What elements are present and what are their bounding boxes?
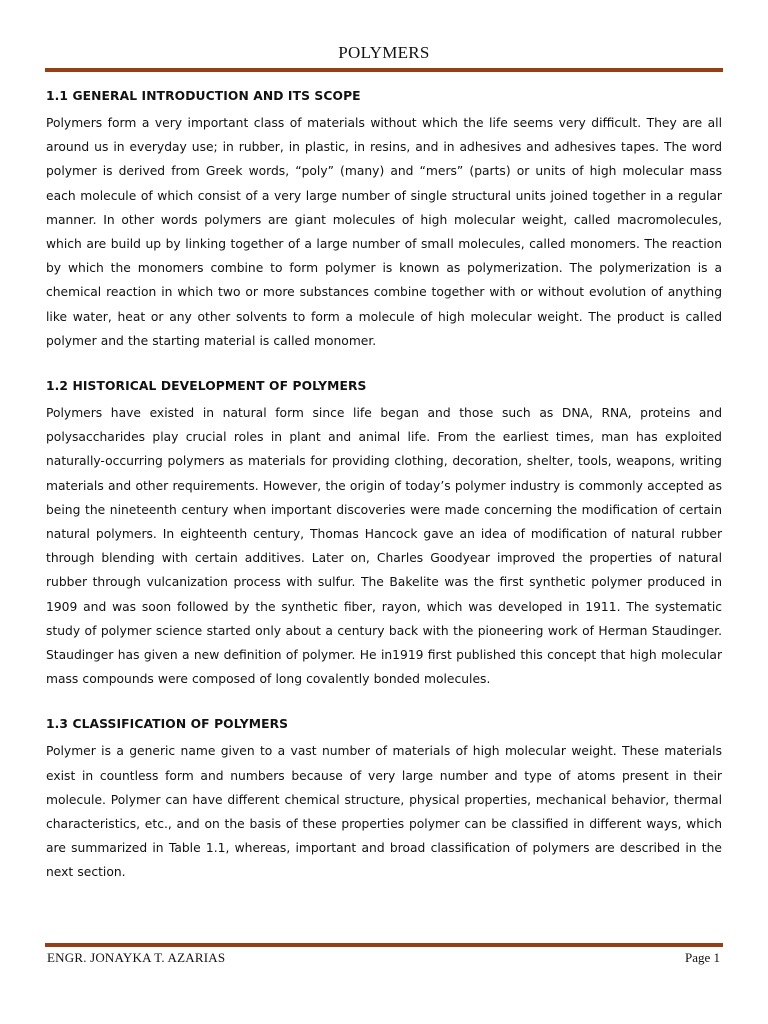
document-body: [46, 86, 722, 885]
page-header-title: POLYMERS: [338, 43, 430, 62]
section-heading: 1.2 HISTORICAL DEVELOPMENT OF POLYMERS: [46, 379, 367, 394]
footer-rule: [45, 943, 723, 947]
section-paragraph: Polymers form a very important class of materials without which the life seems very difficult. They are all around us in everyday use; in rubber, in plastic, in resins, and in adhesives and adhesives tapes. The word polymer is derived from Greek words, “poly” (many) and “mers” (parts) or units of high molecular mass each molecule of which consist of a very large number of single structural units joined together in a regular manner. In other words polymers are giant molecules of high molecular weight, called macromolecules, which are build up by linking together of a large number of small molecules, called monomers. The reaction by which the monomers combine to form polymer is known as polymerization. The polymerization is a chemical reaction in which two or more substances combine together with or without evolution of anything like water, heat or any other solvents to form a molecule of high molecular weight. The product is called polymer and the starting material is called monomer.: [46, 116, 722, 348]
section-heading: 1.3 CLASSIFICATION OF POLYMERS: [46, 717, 289, 732]
section-paragraph: Polymer is a generic name given to a vast number of materials of high molecular weight. These materials exist in countless form and numbers because of very large number and type of atoms present in their molecule. Polymer can have different chemical structure, physical properties, mechanical behavior, thermal characteristics, etc., and on the basis of these properties polymer can be classified in different ways, which are summarized in Table 1.1, whereas, important and broad classification of polymers are described in the next section.: [46, 744, 722, 880]
section-heading: 1.1 GENERAL INTRODUCTION AND ITS SCOPE: [46, 89, 361, 103]
header-rule: [45, 68, 723, 72]
section-classification: [46, 714, 722, 884]
footer-author: ENGR. JONAYKA T. AZARIAS: [47, 950, 226, 965]
section-historical-development: [46, 376, 722, 691]
section-paragraph: Polymers have existed in natural form since life began and those such as DNA, RNA, proteins and polysaccharides play crucial roles in plant and animal life. From the earliest times, man has exploited naturally-occurring polymers as materials for providing clothing, decoration, shelter, tools, weapons, writing materials and other requirements. However, the origin of today’s polymer industry is commonly accepted as being the nineteenth century when important discoveries were made concerning the modification of certain natural polymers. In eighteenth century, Thomas Hancock gave an idea of modification of natural rubber through blending with certain additives. Later on, Charles Goodyear improved the properties of natural rubber through vulcanization process with sulfur. The Bakelite was the first synthetic polymer produced in 1909 and was soon followed by the synthetic fiber, rayon, which was developed in 1911. The systematic study of polymer science started only about a century back with the pioneering work of Herman Staudinger. Staudinger has given a new definition of polymer. He in1919 first published this concept that high molecular mass compounds were composed of long covalently bonded molecules.: [46, 406, 722, 687]
page-number: Page 1: [684, 950, 720, 965]
section-general-introduction: [46, 86, 722, 353]
